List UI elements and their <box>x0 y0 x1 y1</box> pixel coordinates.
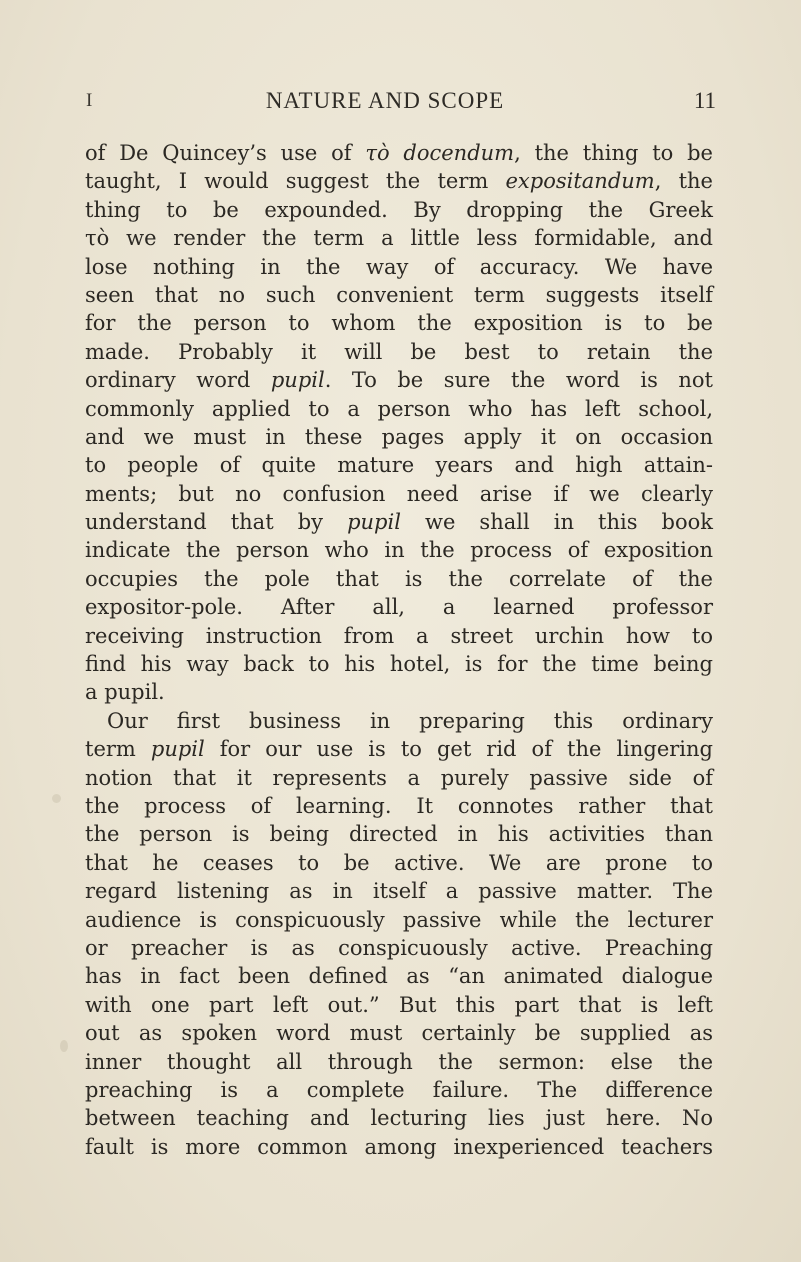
text-line: of De Quincey’s use of τὸ docendum, the thing to be <box>85 141 713 165</box>
text-line: or preacher is as conspicuously active. Preaching <box>85 935 713 960</box>
text-line: inner thought all through the sermon: else the <box>85 1049 713 1074</box>
text-line: indicate the person who in the process of exposition <box>85 538 713 563</box>
page-number: 11 <box>693 88 716 113</box>
text-line: term pupil for our use is to get rid of the lingering <box>85 737 713 762</box>
text-line: fault is more common among inexperienced teachers <box>85 1134 713 1159</box>
text-line: find his way back to his hotel, is for the time being <box>85 652 713 677</box>
text-line: thing to be expounded. By dropping the Greek <box>85 197 713 222</box>
body-text <box>85 139 713 1161</box>
text-line: seen that no such convenient term suggests itself <box>85 282 713 307</box>
text-line: τὸ we render the term a little less formidable, and <box>85 226 713 251</box>
text-line: has in fact been defined as “an animated dialogue <box>85 964 713 989</box>
text-line: a pupil. <box>85 680 165 705</box>
running-header <box>0 88 801 118</box>
text-line: commonly applied to a person who has left school, <box>85 396 713 421</box>
text-line: with one part left out.” But this part that is left <box>85 992 713 1017</box>
text-line: preaching is a complete failure. The difference <box>85 1077 713 1102</box>
paper-spot <box>52 794 61 803</box>
paper-spot <box>60 1040 68 1052</box>
text-line: ments; but no confusion need arise if we clearly <box>85 481 713 506</box>
text-line: receiving instruction from a street urchin how to <box>85 623 713 648</box>
text-line: lose nothing in the way of accuracy. We have <box>85 254 713 279</box>
text-line: out as spoken word must certainly be supplied as <box>85 1021 713 1046</box>
text-line: occupies the pole that is the correlate of the <box>85 566 713 591</box>
text-line: and we must in these pages apply it on occasion <box>85 424 713 449</box>
text-line: for the person to whom the exposition is to be <box>85 311 713 336</box>
text-line: that he ceases to be active. We are prone to <box>85 850 713 875</box>
chapter-number: I <box>86 90 93 111</box>
text-line: between teaching and lecturing lies just here. No <box>85 1106 713 1131</box>
text-line: expositor-pole. After all, a learned professor <box>85 595 713 620</box>
text-line: Our first business in preparing this ordinary <box>107 708 713 733</box>
running-title: NATURE AND SCOPE <box>265 88 505 113</box>
text-line: taught, I would suggest the term expositandum, the <box>85 169 713 194</box>
text-line: audience is conspicuously passive while the lecturer <box>85 907 713 932</box>
text-line: notion that it represents a purely passive side of <box>85 765 713 790</box>
text-line: made. Probably it will be best to retain the <box>85 339 713 364</box>
text-line: the process of learning. It connotes rather that <box>85 793 713 818</box>
text-line: regard listening as in itself a passive matter. The <box>85 879 713 904</box>
text-line: understand that by pupil we shall in this book <box>85 510 713 535</box>
text-line: the person is being directed in his activities than <box>85 822 713 847</box>
text-line: to people of quite mature years and high attain- <box>85 453 713 478</box>
text-line: ordinary word pupil. To be sure the word is not <box>85 368 713 393</box>
